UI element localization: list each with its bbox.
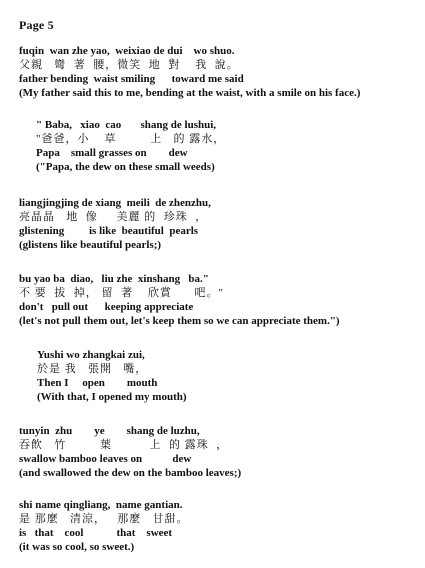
gloss-line: glistening is like beautiful pearls <box>19 225 199 237</box>
stanza-5 <box>37 348 425 404</box>
stanza-2 <box>36 118 425 174</box>
pinyin-line: liangjingjing de xiang meili de zhenzhu, <box>19 197 211 209</box>
translation-line: (My father said this to me, bending at the waist, with a smile on his face.) <box>19 87 361 99</box>
gloss-line: swallow bamboo leaves on dew <box>19 453 192 465</box>
translation-line: (glistens like beautiful pearls;) <box>19 239 162 251</box>
gloss-line: Then I open mouth <box>37 377 158 389</box>
stanza-4 <box>19 272 425 328</box>
gloss-line: father bending waist smiling toward me said <box>19 73 244 85</box>
translation-line: ("Papa, the dew on these small weeds) <box>36 161 215 173</box>
page-label: Page 5 <box>19 18 54 32</box>
stanza-1 <box>19 44 425 100</box>
pinyin-line: bu yao ba diao, liu zhe xinshang ba." <box>19 273 209 285</box>
chinese-line: 於是 我 張開 嘴， <box>37 363 148 375</box>
translation-line: (and swallowed the dew on the bamboo leaves;) <box>19 467 242 479</box>
gloss-line: is that cool that sweet <box>19 527 173 539</box>
pinyin-line: Yushi wo zhangkai zui, <box>37 349 145 361</box>
chinese-line: 父親 彎 著 腰，微笑 地 對 我 說。 <box>19 59 239 71</box>
chinese-line: 亮晶晶 地 像 美麗 的 珍珠 ， <box>19 211 208 223</box>
pinyin-line: tunyin zhu ye shang de luzhu, <box>19 425 200 437</box>
chinese-line: 是 那麼 清涼， 那麼 甘甜。 <box>19 513 189 525</box>
gloss-line: don't pull out keeping appreciate <box>19 301 194 313</box>
chinese-line: "爸爸，小 草 上 的 露水， <box>36 133 226 145</box>
translation-line: (let's not pull them out, let's keep them so we can appreciate them.") <box>19 315 340 327</box>
translation-line: (With that, I opened my mouth) <box>37 391 187 403</box>
stanza-3 <box>19 196 425 252</box>
chinese-line: 不 要 拔 掉， 留 著 欣賞 吧。" <box>19 287 224 299</box>
pinyin-line: shi name qingliang, name gantian. <box>19 499 183 511</box>
pinyin-line: fuqin wan zhe yao, weixiao de dui wo shuo. <box>19 45 235 57</box>
translation-line: (it was so cool, so sweet.) <box>19 541 135 553</box>
gloss-line: Papa small grasses on dew <box>36 147 188 159</box>
pinyin-line: " Baba, xiao cao shang de lushui, <box>36 119 217 131</box>
chinese-line: 吞飲 竹 葉 上 的 露珠 ， <box>19 439 229 451</box>
stanza-7 <box>19 498 425 554</box>
stanza-6 <box>19 424 425 480</box>
